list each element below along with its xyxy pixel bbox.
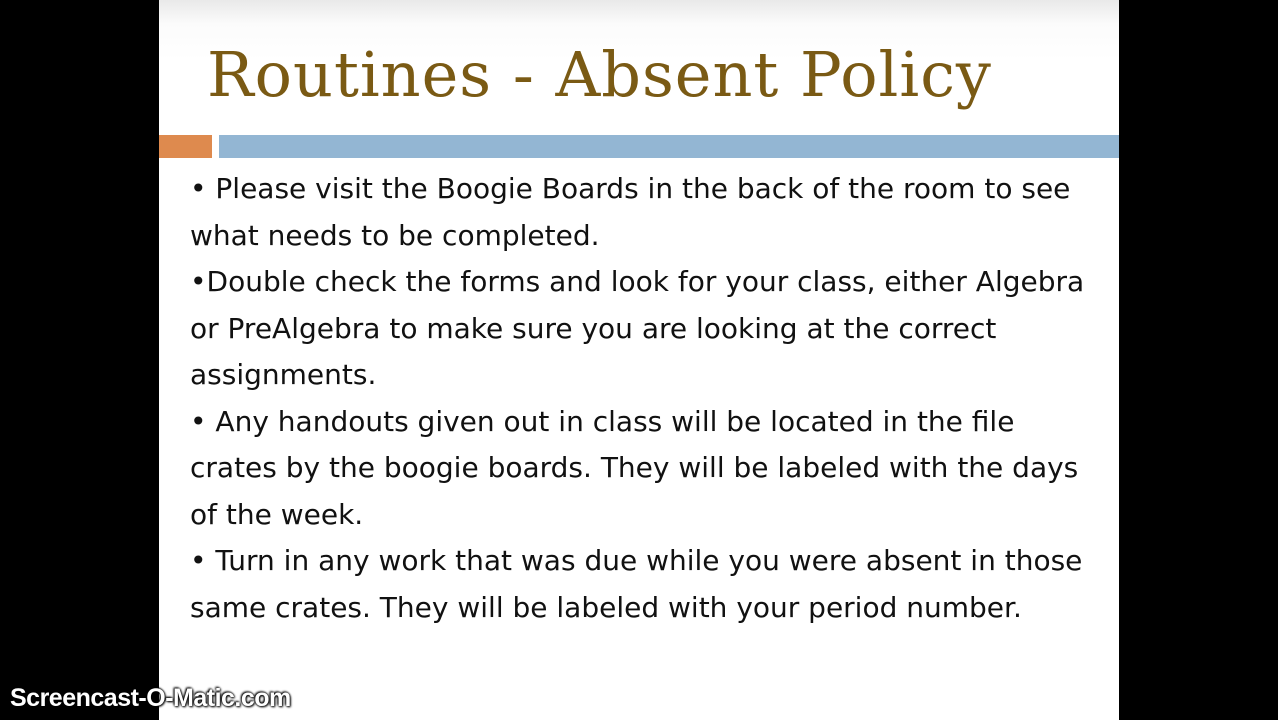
bullet-item-handouts: • Any handouts given out in class will be located in the file crates by the boogie boards. They will be labeled with the days of the week.	[190, 404, 1079, 531]
title-accent-orange-bar	[159, 135, 212, 158]
presentation-slide	[159, 0, 1119, 720]
bullet-list	[190, 166, 1090, 631]
screencast-watermark: Screencast-O-Matic.com	[10, 684, 291, 712]
bullet-item-check-forms: •Double check the forms and look for your class, either Algebra or PreAlgebra to make sure you are looking at the correct assignments.	[190, 265, 1085, 391]
slide-title: Routines - Absent Policy	[207, 38, 992, 111]
bullet-item-turn-in-work: • Turn in any work that was due while you were absent in those same crates. They will be labeled with your period number.	[190, 544, 1083, 624]
bullet-item-boogie-boards: • Please visit the Boogie Boards in the back of the room to see what needs to be completed.	[190, 172, 1071, 252]
title-accent-blue-bar	[219, 135, 1119, 158]
